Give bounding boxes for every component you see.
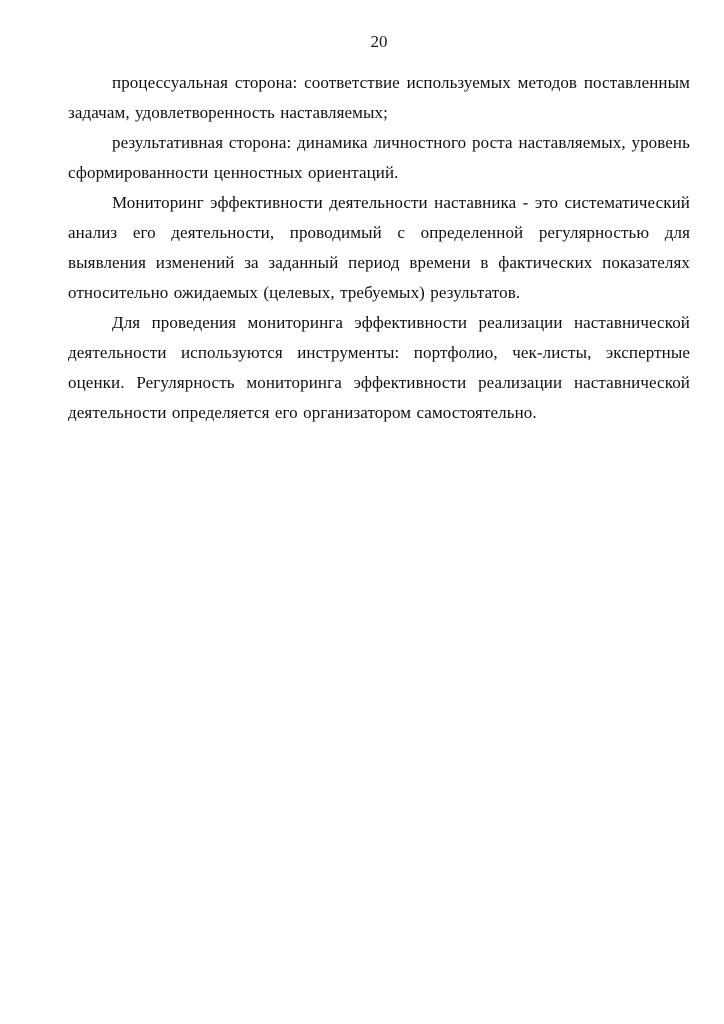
paragraph-monitoring-definition: Мониторинг эффективности деятельности наставника - это систематический анализ его деятельности, проводимый с определенной регулярностью для выявления изменений за заданный период времени в фактических показателях относительно ожидаемых (целевых, требуемых) результатов. [68,193,690,302]
paragraph-processual-side: процессуальная сторона: соответствие используемых методов поставленным задачам, удовлетворенность наставляемых; [68,73,690,122]
paragraph-resultative-side: результативная сторона: динамика личностного роста наставляемых, уровень сформированности ценностных ориентаций. [68,133,690,182]
page-number: 20 [370,32,388,51]
document-body [68,68,690,428]
paragraph-monitoring-tools: Для проведения мониторинга эффективности реализации наставнической деятельности используются инструменты: портфолио, чек-листы, экспертные оценки. Регулярность мониторинга эффективности реализации наставнической деятельности определяется его организатором самостоятельно. [68,313,690,422]
